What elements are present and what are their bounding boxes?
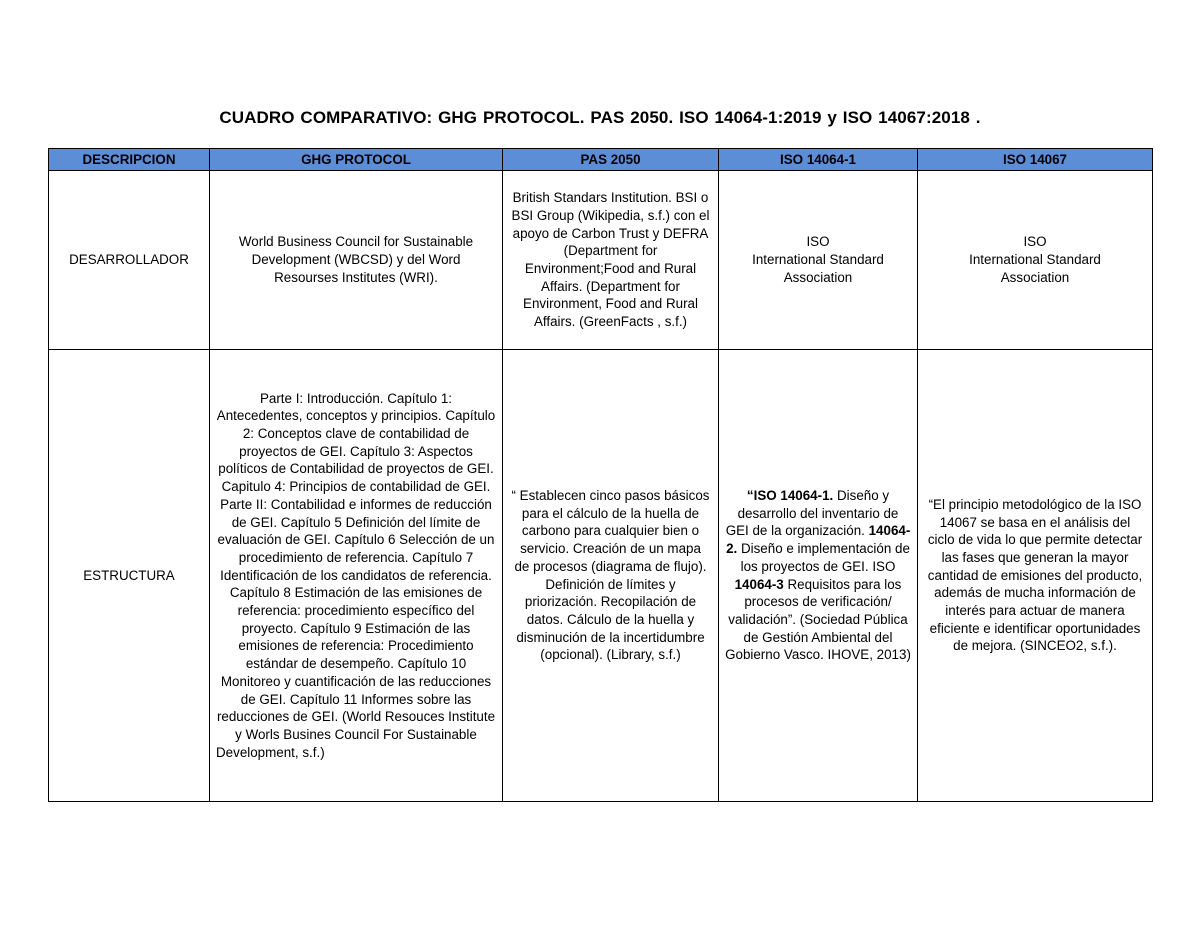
cell-desarrollador-iso14067 [918,171,1153,350]
comparison-table [48,148,1153,802]
cell-estructura-iso14067: “El principio metodológico de la ISO 14067 se basa en el análisis del ciclo de vida lo que permite detectar las fases que generan la mayor cantidad de emisiones del producto, además de mucha información de interés para actuar de manera eficiente e identificar oportunidades de mejora. (SINCEO2, s.f.). [918,350,1153,802]
document-title: CUADRO COMPARATIVO: GHG PROTOCOL. PAS 2050. ISO 14064-1:2019 y ISO 14067:2018 . [219,108,981,127]
iso14064-text-2: Diseño e implementación de los proyectos de GEI. ISO [737,541,910,574]
iso14064-dev-line1: ISO [806,234,830,250]
cell-desarrollador-iso14064 [719,171,918,350]
cell-estructura-pas: “ Establecen cinco pasos básicos para el cálculo de la huella de carbono para cualquier bien o servicio. Creación de un mapa de procesos (diagrama de flujo). Definición de límites y priorización. Recopilación de datos. Cálculo de la huella y disminución de la incertidumbre (opcional). (Library, s.f.) [503,350,719,802]
row-desarrollador [49,171,1153,350]
row-label-desarrollador: DESARROLLADOR [49,171,210,350]
iso14064-text-3: Requisitos para los procesos de verificación/ validación”. (Sociedad Pública de Gestión Ambiental del Gobierno Vasco. IHOVE, 2013) [725,576,911,663]
cell-estructura-iso14064 [719,350,918,802]
header-descripcion: DESCRIPCION [49,149,210,171]
header-iso-14064: ISO 14064-1 [719,149,918,171]
iso14064-bold-1: “ISO 14064-1. [746,487,834,503]
header-row [49,149,1153,171]
header-iso-14067: ISO 14067 [918,149,1153,171]
header-pas-2050: PAS 2050 [503,149,719,171]
cell-desarrollador-ghg: World Business Council for Sustainable Development (WBCSD) y del Word Resourses Institutes (WRI). [210,171,503,350]
iso14064-text-1: Diseño y desarrollo del inventario de GEI de la organización. [725,487,899,539]
iso14064-bold-2: 14064-2. [726,523,911,557]
header-ghg-protocol: GHG PROTOCOL [210,149,503,171]
iso14064-dev-line2: International Standard Association [752,252,884,285]
iso14067-dev-line2: International Standard Association [969,252,1101,285]
row-estructura [49,350,1153,802]
cell-desarrollador-pas: British Standars Institution. BSI o BSI Group (Wikipedia, s.f.) con el apoyo de Carbon Trust y DEFRA (Department for Environment;Food and Rural Affairs. (Department for Environment, Food and Rural Affairs. (GreenFacts , s.f.) [503,171,719,350]
iso14067-dev-line1: ISO [1023,234,1047,250]
iso14064-bold-3: 14064-3 [734,576,784,592]
cell-estructura-ghg: Parte I: Introducción. Capítulo 1: Antecedentes, conceptos y principios. Capítulo 2: Conceptos clave de contabilidad de proyectos de GEI. Capítulo 3: Aspectos políticos de Contabilidad de proyectos de GEI. Capitulo 4: Principios de contabilidad de GEI. Parte II: Contabilidad e informes de reducción de GEI. Capítulo 5 Definición del límite de evaluación de GEI. Capítulo 6 Selección de un procedimiento de referencia. Capítulo 7 Identificación de los candidatos de referencia. Capítulo 8 Estimación de las emisiones de referencia: procedimiento específico del proyecto. Capítulo 9 Estimación de las emisiones de referencia: Procedimiento estándar de desempeño. Capítulo 10 Monitoreo y cuantificación de las reducciones de GEI. Capítulo 11 Informes sobre las reducciones de GEI. (World Resouces Institute y Worls Busines Council For Sustainable Development, s.f.) [210,350,503,802]
row-label-estructura: ESTRUCTURA [49,350,210,802]
